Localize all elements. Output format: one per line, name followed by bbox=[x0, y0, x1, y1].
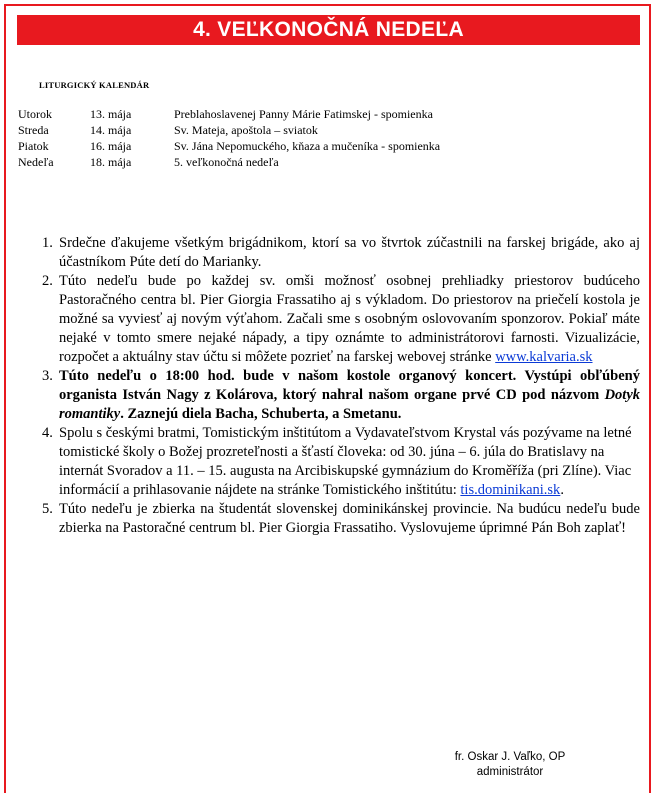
page-title: 4. VEĽKONOČNÁ NEDEĽA bbox=[17, 15, 640, 45]
calendar-description: Sv. Jána Nepomuckého, kňaza a mučeníka - spomienka bbox=[174, 139, 441, 153]
item-number: 5. bbox=[42, 501, 53, 517]
calendar-day: Streda bbox=[18, 123, 49, 137]
item-body: Túto nedeľu bude po každej sv. omši možnosť osobnej prehliadky priestorov budúceho Pastoračného centra bl. Pier Giorgia Frassatiho aj s výkladom. Do priestorov na priečelí kostola je možné sa vyviesť aj novým výťahom. Začali sme s osobným oslovovaním sponzorov. Pokiaľ máte nejaké v tomto smere nejaké nápady, a tipy oznámte to administrátorovi farnosti. Vizualizácie, rozpočet a aktuálny stav účtu si môžete pozrieť na farskej webovej stránke bbox=[59, 273, 640, 365]
liturgical-calendar bbox=[18, 106, 440, 170]
kalvaria-link[interactable]: www.kalvaria.sk bbox=[495, 349, 593, 365]
announcement-item bbox=[42, 367, 640, 424]
calendar-description: Preblahoslavenej Panny Márie Fatimskej - spomienka bbox=[174, 107, 433, 121]
calendar-day: Nedeľa bbox=[18, 155, 54, 169]
item-body: Túto nedeľu o 18:00 hod. bude v našom kostole organový koncert. Vystúpi obľúbený organista István Nagy z Kolárova, ktorý nahral našom organe prvé CD pod názvom bbox=[59, 368, 640, 403]
item-body: Srdečne ďakujeme všetkým brigádnikom, ktorí sa vo štvrtok zúčastnili na farskej brigáde, ako aj účastníkom Púte detí do Marianky. bbox=[59, 235, 640, 270]
item-number: 3. bbox=[42, 368, 53, 384]
calendar-day: Utorok bbox=[18, 107, 52, 121]
cd-title: Dotyk romantiky bbox=[59, 387, 640, 422]
announcement-item bbox=[42, 500, 640, 538]
calendar-description: 5. veľkonočná nedeľa bbox=[174, 155, 279, 169]
calendar-date: 16. mája bbox=[90, 139, 132, 153]
item-body-tail: . bbox=[560, 482, 564, 498]
signature bbox=[440, 750, 580, 780]
item-body-tail: . Zaznejú diela Bacha, Schuberta, a Smetanu. bbox=[120, 406, 402, 422]
item-body: Túto nedeľu je zbierka na študentát slovenskej dominikánskej provincie. Na budúcu nedeľu bude zbierka na Pastoračné centrum bl. Pier Giorgia Frassatiho. Vyslovujeme úprimné Pán Boh zaplať! bbox=[59, 501, 640, 536]
calendar-row bbox=[18, 154, 440, 170]
item-text bbox=[59, 500, 640, 538]
calendar-date: 14. mája bbox=[90, 123, 132, 137]
calendar-row bbox=[18, 138, 440, 154]
item-text bbox=[59, 424, 640, 500]
item-text bbox=[59, 234, 640, 272]
item-number: 4. bbox=[42, 425, 53, 441]
calendar-date: 13. mája bbox=[90, 107, 132, 121]
calendar-description: Sv. Mateja, apoštola – sviatok bbox=[174, 123, 318, 137]
announcement-item bbox=[42, 234, 640, 272]
calendar-day: Piatok bbox=[18, 139, 49, 153]
item-number: 2. bbox=[42, 273, 53, 289]
calendar-heading: LITURGICKÝ KALENDÁR bbox=[39, 80, 150, 90]
item-text bbox=[59, 367, 640, 424]
announcement-item bbox=[42, 272, 640, 367]
item-number: 1. bbox=[42, 235, 53, 251]
tis-link[interactable]: tis.dominikani.sk bbox=[460, 482, 561, 498]
signature-name: fr. Oskar J. Vaľko, OP bbox=[454, 751, 566, 763]
announcement-item bbox=[42, 424, 640, 500]
calendar-row bbox=[18, 106, 440, 122]
item-text bbox=[59, 272, 640, 367]
calendar-row bbox=[18, 122, 440, 138]
signature-role: administrátor bbox=[476, 766, 544, 778]
calendar-date: 18. mája bbox=[90, 155, 132, 169]
item-body: Spolu s českými bratmi, Tomistickým inštitútom a Vydavateľstvom Krystal vás pozývame na letné tomistické školy o Božej prozreteľnosti a šťastí človeka: od 30. júna – 6. júla do Bratislavy na internát Svoradov a 11. – 15. augusta na Arcibiskupské gymnázium do Kroměříža (pri Zlíne). Viac informácií a prihlasovanie nájdete na stránke Tomistického inštitútu: bbox=[59, 425, 632, 498]
announcements-list bbox=[42, 234, 640, 538]
